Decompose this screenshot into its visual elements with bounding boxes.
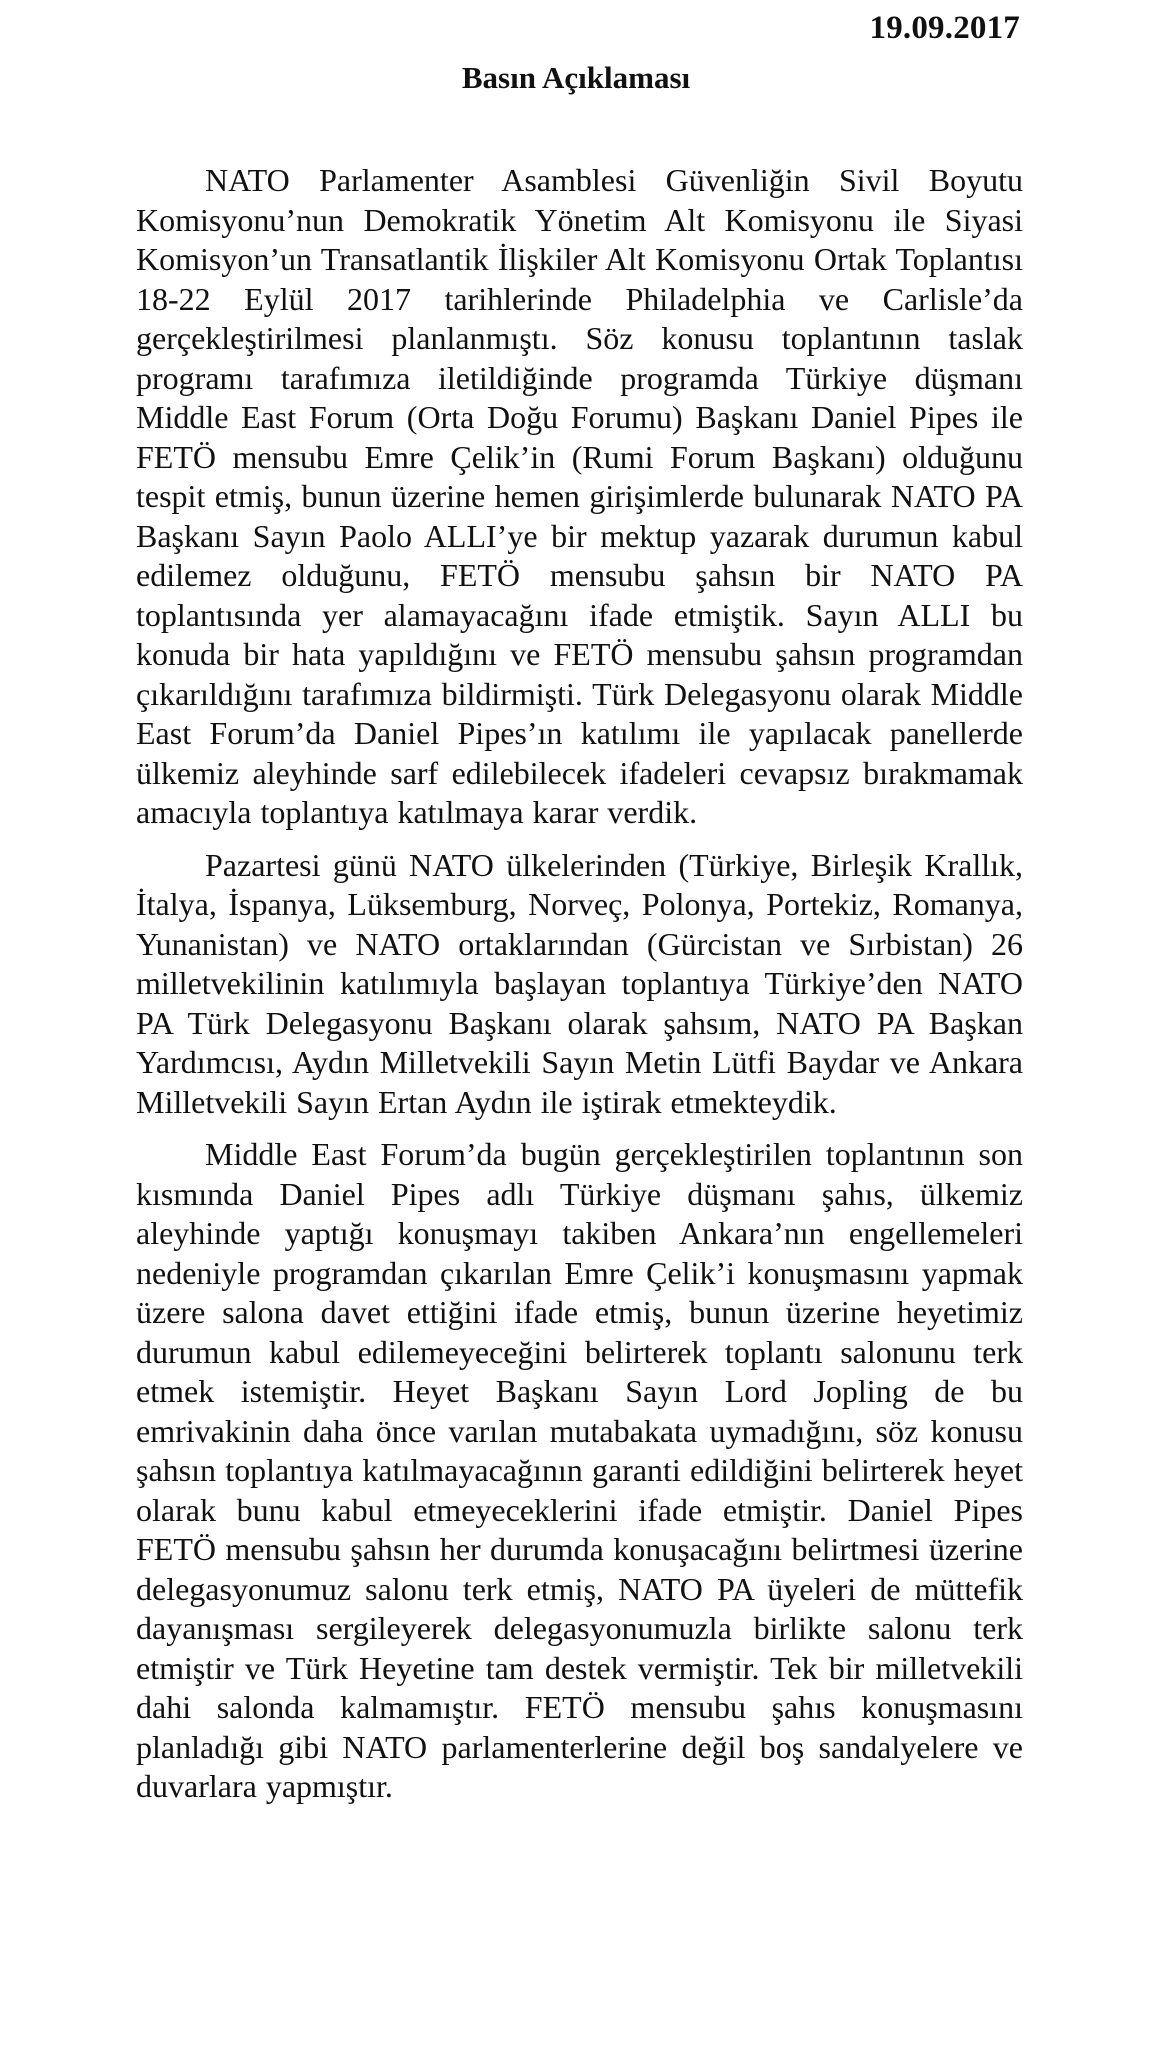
document-date: 19.09.2017 xyxy=(869,10,1020,46)
document-body xyxy=(136,161,1023,1807)
body-paragraph-2: Pazartesi günü NATO ülkelerinden (Türkiye, Birleşik Krallık, İtalya, İspanya, Lüksemburg, Norveç, Polonya, Portekiz, Romanya, Yunanistan) ve NATO ortaklarından (Gürcistan ve Sırbistan) 26 milletvekilinin katılımıyla başlayan toplantıya Türkiye’den NATO PA Türk Delegasyonu Başkanı olarak şahsım, NATO PA Başkan Yardımcısı, Aydın Milletvekili Sayın Metin Lütfi Baydar ve Ankara Milletvekili Sayın Ertan Aydın ile iştirak etmekteydik. xyxy=(136,846,1023,1120)
body-paragraph-3: Middle East Forum’da bugün gerçekleştirilen toplantının son kısmında Daniel Pipes adlı Türkiye düşmanı şahıs, ülkemiz aleyhinde yaptığı konuşmayı takiben Ankara’nın engellemeleri nedeniyle programdan çıkarılan Emre Çelik’i konuşmasını yapmak üzere salona davet ettiğini ifade etmiş, bunun üzerine heyetimiz durumun kabul edilemeyeceğini belirterek toplantı salonunu terk etmek istemiştir. Heyet Başkanı Sayın Lord Jopling de bu emrivakinin daha önce varılan mutabakata uymadığını, söz konusu şahsın toplantıya katılmayacağının garanti edildiğini belirterek heyet olarak bunu kabul etmeyeceklerini ifade etmiştir. Daniel Pipes FETÖ mensubu şahsın her durumda konuşacağını belirtmesi üzerine delegasyonumuz salonu terk etmiş, NATO PA üyeleri de müttefik dayanışması sergileyerek delegasyonumuzla birlikte salonu terk etmiştir ve Türk Heyetine tam destek vermiştir. Tek bir milletvekili dahi salonda kalmamıştır. FETÖ mensubu şahıs konuşmasını planladığı gibi NATO parlamenterlerine değil boş sandalyelere ve duvarlara yapmıştır. xyxy=(136,1136,1023,1804)
document-title: Basın Açıklaması xyxy=(461,60,691,95)
body-paragraph-1: NATO Parlamenter Asamblesi Güvenliğin Sivil Boyutu Komisyonu’nun Demokratik Yönetim Alt Komisyonu ile Siyasi Komisyon’un Transatlantik İlişkiler Alt Komisyonu Ortak Toplantısı 18-22 Eylül 2017 tarihlerinde Philadelphia ve Carlisle’da gerçekleştirilmesi planlanmıştı. Söz konusu toplantının taslak programı tarafımıza iletildiğinde programda Türkiye düşmanı Middle East Forum (Orta Doğu Forumu) Başkanı Daniel Pipes ile FETÖ mensubu Emre Çelik’in (Rumi Forum Başkanı) olduğunu tespit etmiş, bunun üzerine hemen girişimlerde bulunarak NATO PA Başkanı Sayın Paolo ALLI’ye bir mektup yazarak durumun kabul edilemez olduğunu, FETÖ mensubu şahsın bir NATO PA toplantısında yer alamayacağını ifade etmiştik. Sayın ALLI bu konuda bir hata yapıldığını ve FETÖ mensubu şahsın programdan çıkarıldığını tarafımıza bildirmişti. Türk Delegasyonu olarak Middle East Forum’da Daniel Pipes’ın katılımı ile yapılacak panellerde ülkemiz aleyhinde sarf edilebilecek ifadeleri cevapsız bırakmamak amacıyla toplantıya katılmaya karar verdik. xyxy=(136,162,1023,830)
